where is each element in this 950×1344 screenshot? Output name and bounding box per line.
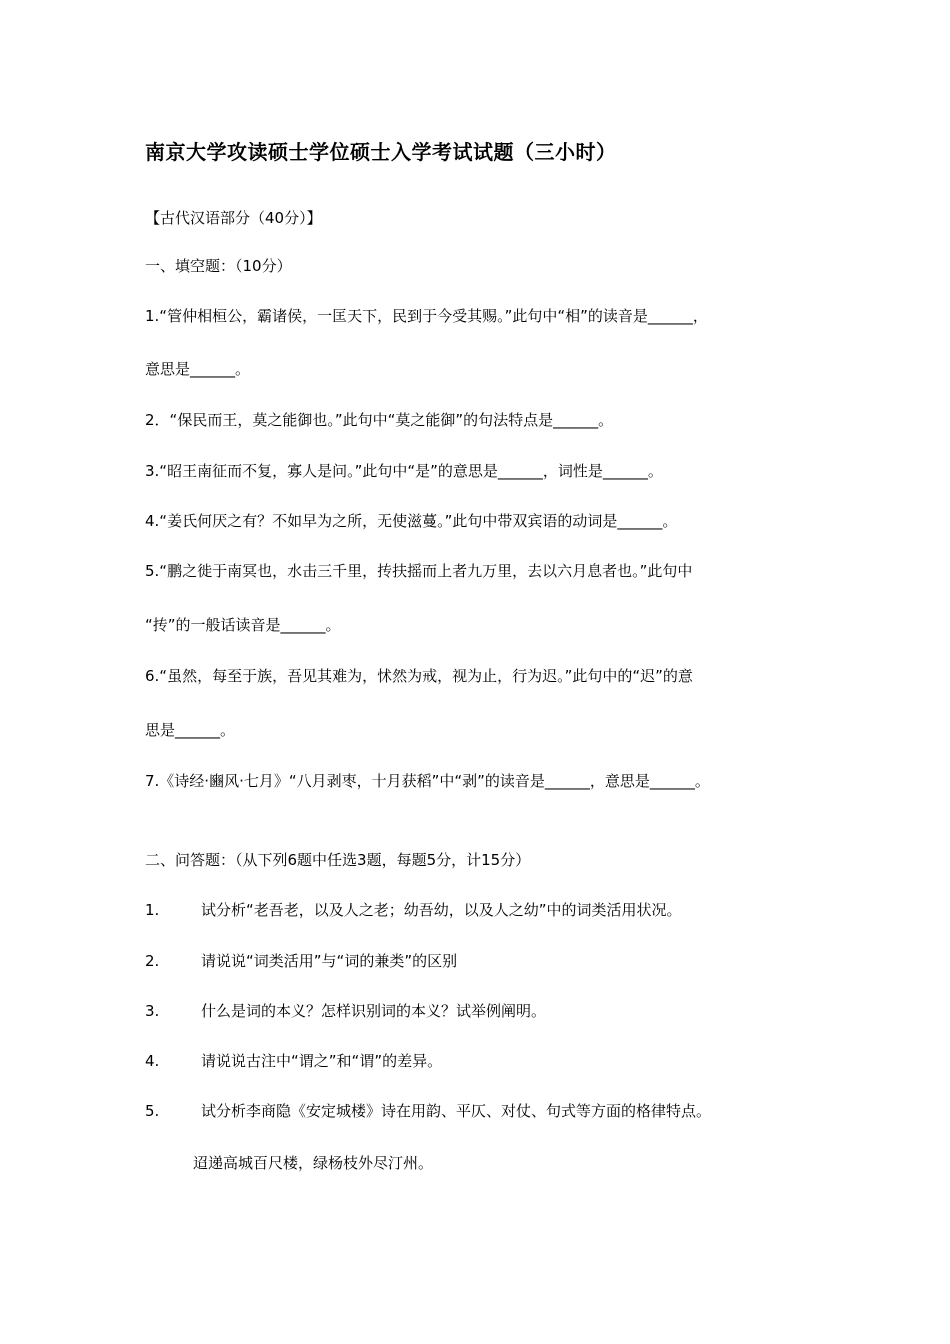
question-6-line-1: 6.“虽然，每至于族，吾见其难为，怵然为戒，视为止，行为迟。”此句中的“迟”的意 xyxy=(145,667,693,685)
list-item-number: 4. xyxy=(145,1052,160,1070)
question-5-line-1: 5.“鹏之徙于南冥也，水击三千里，抟扶摇而上者九万里，去以六月息者也。”此句中 xyxy=(145,562,693,580)
list-item xyxy=(145,1001,546,1021)
list-item-text: 试分析李商隐《安定城楼》诗在用韵、平仄、对仗、句式等方面的格律特点。 xyxy=(201,1102,712,1120)
list-item-text: 试分析“老吾老，以及人之老；幼吾幼，以及人之幼”中的词类活用状况。 xyxy=(201,901,682,919)
list-item-number: 2. xyxy=(145,952,160,970)
question-7: 7.《诗经·豳风·七月》“八月剥枣，十月获稻”中“剥”的读音是______，意思是______。 xyxy=(145,772,710,790)
list-item-text: 什么是词的本义？怎样识别词的本义？试举例阐明。 xyxy=(201,1002,547,1020)
part2-heading: 二、问答题：（从下列6题中任选3题，每题5分，计15分） xyxy=(145,851,531,869)
poem-line: 迢递高城百尺楼，绿杨枝外尽汀州。 xyxy=(193,1154,434,1172)
list-item xyxy=(145,900,682,920)
list-item xyxy=(145,1051,442,1071)
question-3: 3.“昭王南征而不复，寡人是问。”此句中“是”的意思是______，词性是______。 xyxy=(145,462,663,480)
question-6-line-2: 思是______。 xyxy=(145,721,236,739)
list-item-number: 1. xyxy=(145,901,160,919)
list-item xyxy=(145,951,457,971)
section-header: 【古代汉语部分（40分）】 xyxy=(145,209,322,227)
question-2: 2．“保民而王，莫之能御也。”此句中“莫之能御”的句法特点是______。 xyxy=(145,411,614,429)
list-item-number: 3. xyxy=(145,1002,160,1020)
question-4: 4.“姜氏何厌之有？不如早为之所，无使滋蔓。”此句中带双宾语的动词是______。 xyxy=(145,512,678,530)
question-1-line-2: 意思是______。 xyxy=(145,360,251,378)
list-item-number: 5. xyxy=(145,1102,160,1120)
question-5-line-2: “抟”的一般话读音是______。 xyxy=(145,616,341,634)
list-item xyxy=(145,1101,711,1121)
question-1-line-1: 1.“管仲相桓公，霸诸侯，一匡天下，民到于今受其赐。”此句中“相”的读音是______， xyxy=(145,307,708,325)
part1-heading: 一、填空题：（10分） xyxy=(145,257,292,275)
page-title: 南京大学攻读硕士学位硕士入学考试试题（三小时） xyxy=(145,140,617,164)
list-item-text: 请说说“词类活用”与“词的兼类”的区别 xyxy=(201,952,458,970)
list-item-text: 请说说古注中“谓之”和“谓”的差异。 xyxy=(201,1052,443,1070)
